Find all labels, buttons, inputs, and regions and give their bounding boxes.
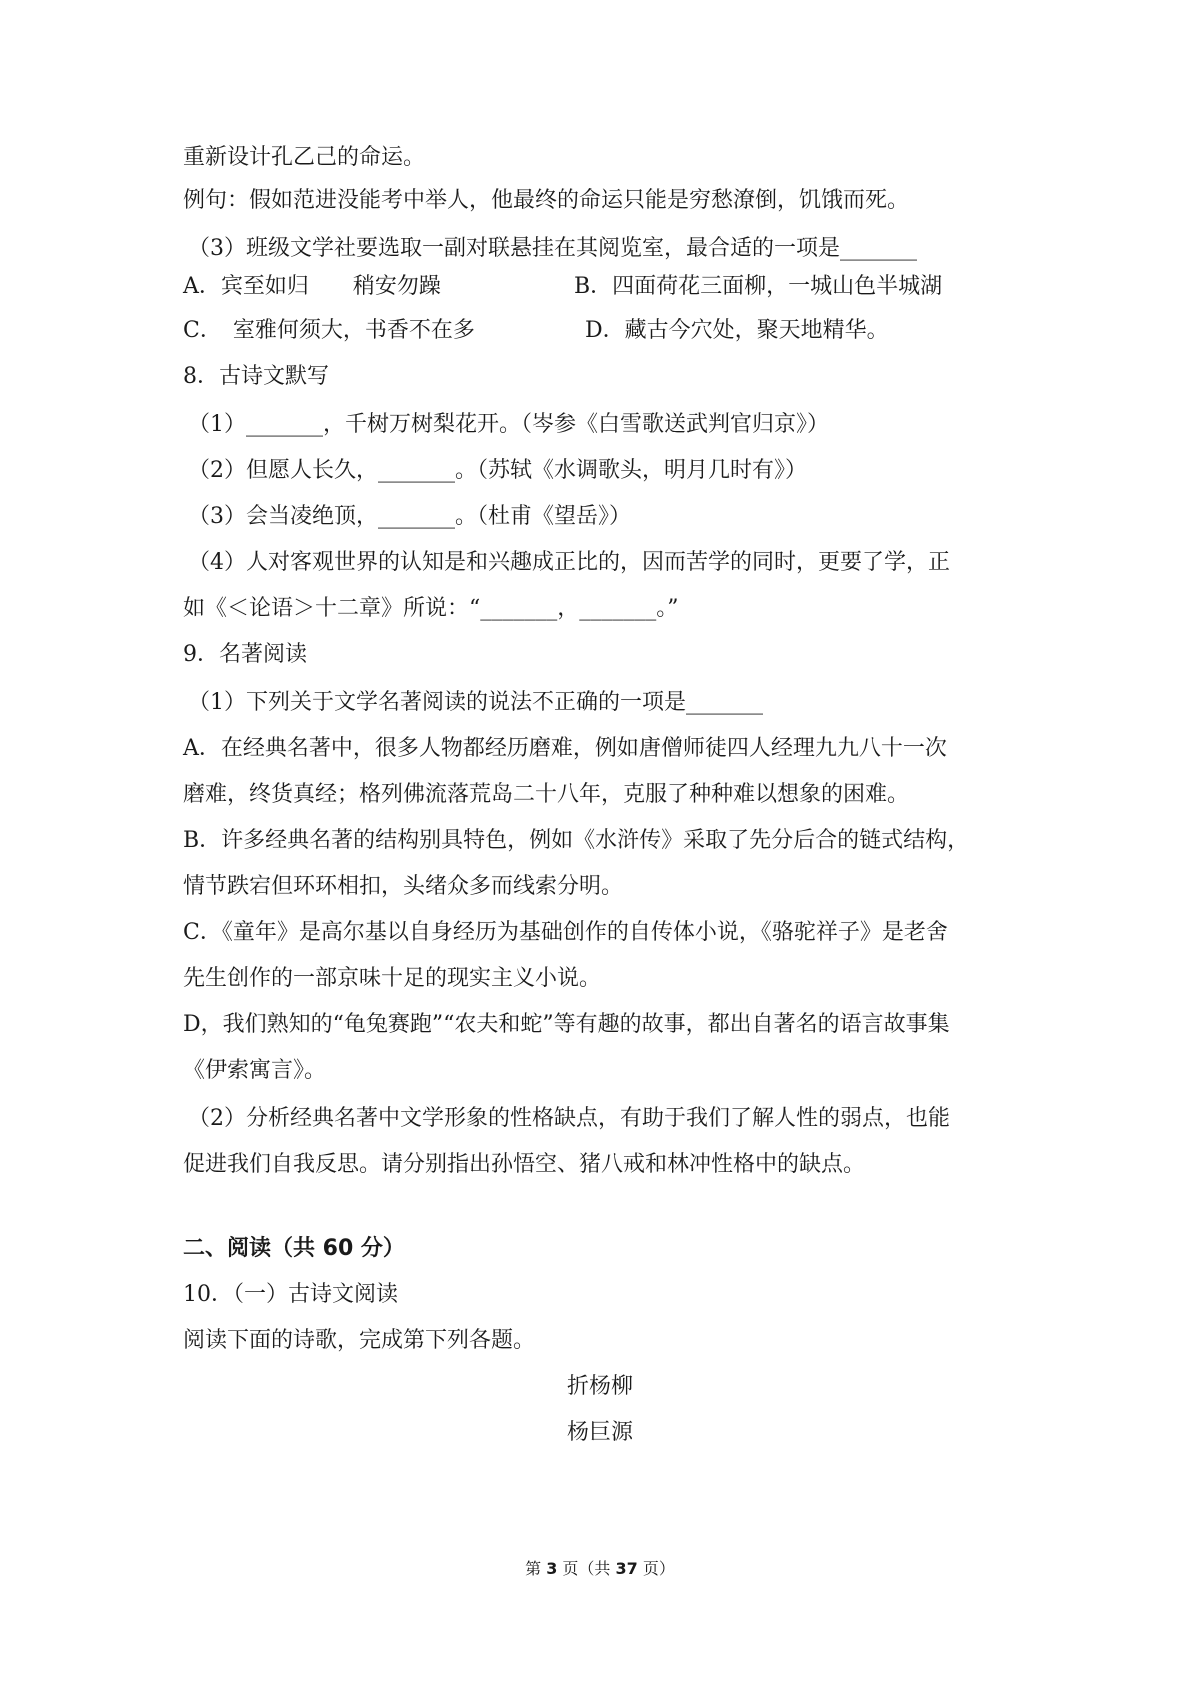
question-9-option-d-line2: 《伊索寓言》。 [183,1058,327,1083]
question-9-option-b-line2: 情节跌宕但环环相扣，头绪众多而线索分明。 [183,874,624,899]
footer-middle: 页（共 [557,1559,616,1578]
question-9-option-a-line2: 磨难，终货真经；格列佛流落荒岛二十八年，克服了种种难以想象的困难。 [183,782,910,807]
question-9-option-a-line1: A．在经典名著中，很多人物都经历磨难，例如唐僧师徒四人经理九九八十一次 [183,736,947,761]
option-d: D．藏古今穴处，聚天地精华。 [585,318,889,343]
footer-prefix: 第 [525,1559,547,1578]
example-sentence: 例句：假如范进没能考中举人，他最终的命运只能是穷愁潦倒，饥饿而死。 [183,188,910,213]
question-8-title: 8．古诗文默写 [183,364,329,389]
poem-author: 杨巨源 [566,1420,633,1445]
question-9-option-c-line2: 先生创作的一部京味十足的现实主义小说。 [183,966,602,991]
question-8-3: （3）会当凌绝顶，_______。（杜甫《望岳》） [188,504,631,529]
page-footer [0,1558,1200,1580]
question-8-4-line2: 如《＜论语＞十二章》所说：“_______，_______。” [183,596,679,621]
section-heading: 二、阅读（共 60 分） [183,1236,405,1261]
option-c: C． 室雅何须大，书香不在多 [183,318,475,343]
question-10-title: 10．（一）古诗文阅读 [183,1282,398,1307]
question-8-1: （1）_______，千树万树梨花开。（岑参《白雪歌送武判官归京》） [188,412,829,437]
question-10-intro: 阅读下面的诗歌，完成第下列各题。 [183,1328,536,1353]
poem-title: 折杨柳 [566,1374,633,1399]
text-line: 重新设计孔乙己的命运。 [183,145,426,170]
question-9-option-b-line1: B．许多经典名著的结构别具特色，例如《水浒传》采取了先分后合的链式结构， [183,828,970,853]
question-9-title: 9．名著阅读 [183,642,307,667]
question-9-option-c-line1: C．《童年》是高尔基以自身经历为基础创作的自传体小说，《骆驼祥子》是老舍 [183,920,948,945]
question-8-4-line1: （4）人对客观世界的认知是和兴趣成正比的，因而苦学的同时，更要了学，正 [188,550,950,575]
question-9-1: （1）下列关于文学名著阅读的说法不正确的一项是_______ [188,690,763,715]
question-7-3: （3）班级文学社要选取一副对联悬挂在其阅览室，最合适的一项是_______ [188,236,917,261]
footer-suffix: 页） [637,1559,675,1578]
option-b: B．四面荷花三面柳，一城山色半城湖 [574,274,943,299]
question-9-2-line2: 促进我们自我反思。请分别指出孙悟空、猪八戒和林冲性格中的缺点。 [183,1152,866,1177]
question-8-2: （2）但愿人长久，_______。（苏轼《水调歌头，明月几时有》） [188,458,807,483]
page-total: 37 [615,1559,638,1578]
question-9-option-d-line1: D，我们熟知的“龟兔赛跑”“农夫和蛇”等有趣的故事，都出自著名的语言故事集 [183,1012,950,1037]
question-9-2-line1: （2）分析经典名著中文学形象的性格缺点，有助于我们了解人性的弱点，也能 [188,1106,950,1131]
option-a: A．宾至如归 稍安勿躁 [183,274,441,299]
page-number: 3 [546,1559,558,1578]
